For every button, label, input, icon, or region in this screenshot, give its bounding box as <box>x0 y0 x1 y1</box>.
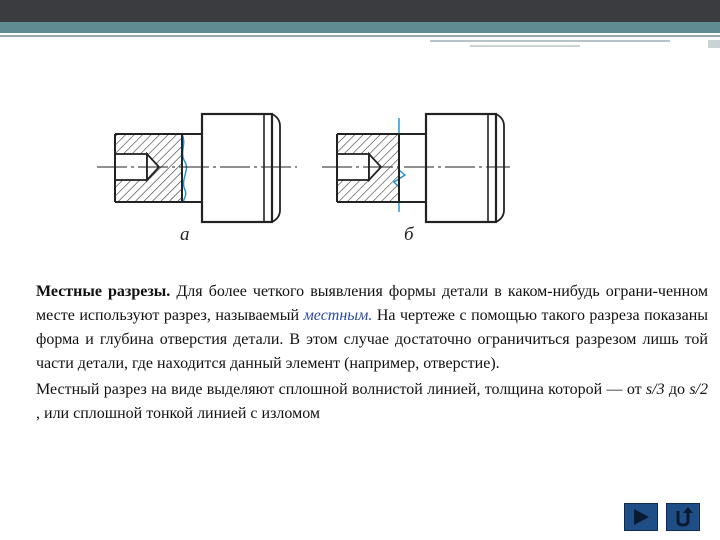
text-run: , или сплошной тонкой линией с изломом <box>36 405 321 422</box>
return-arrow-icon <box>667 504 699 530</box>
formula-s-half: s/2 <box>689 381 708 398</box>
play-arrow-icon <box>625 504 657 530</box>
slide-header-rule <box>470 45 580 47</box>
slide-header-teal-bar <box>0 22 720 33</box>
slide-header-rule <box>430 40 670 42</box>
technical-drawing <box>92 100 512 260</box>
figure-caption-a: а <box>180 224 190 245</box>
emphasized-term: местным. <box>303 307 373 324</box>
next-slide-button[interactable] <box>624 503 658 531</box>
paragraph-lead: Местные разрезы. <box>36 283 171 300</box>
figure-caption-b: б <box>404 224 414 245</box>
text-run: до <box>664 381 690 398</box>
part-head <box>426 114 496 222</box>
slide-header-dark-bar <box>0 0 720 22</box>
text-run: Местный разрез на виде выделяют сплошной волнистой линией, толщина которой — от <box>36 381 646 398</box>
paragraph-local-sections <box>36 280 708 376</box>
body-text <box>36 280 708 426</box>
text-run: Для более четкого выявления формы детали в каком-нибудь ограни-ченном месте используют разрез, называемый <box>36 283 709 324</box>
drawing-b <box>322 114 510 222</box>
return-button[interactable] <box>666 503 700 531</box>
paragraph-wavy-line <box>36 378 708 426</box>
text-run: На чертеже с помощью такого разреза показаны форма и глубина отверстия детали. В этом случае достаточно ограничиться разрезом лишь той части детали, где находится данный элемент (например, отверстие). <box>36 307 709 372</box>
slide-header-rule <box>0 35 720 37</box>
part-head <box>202 114 272 222</box>
slide-header-rule <box>708 40 720 48</box>
formula-s-third: s/3 <box>645 381 665 398</box>
drawing-a <box>97 114 297 222</box>
